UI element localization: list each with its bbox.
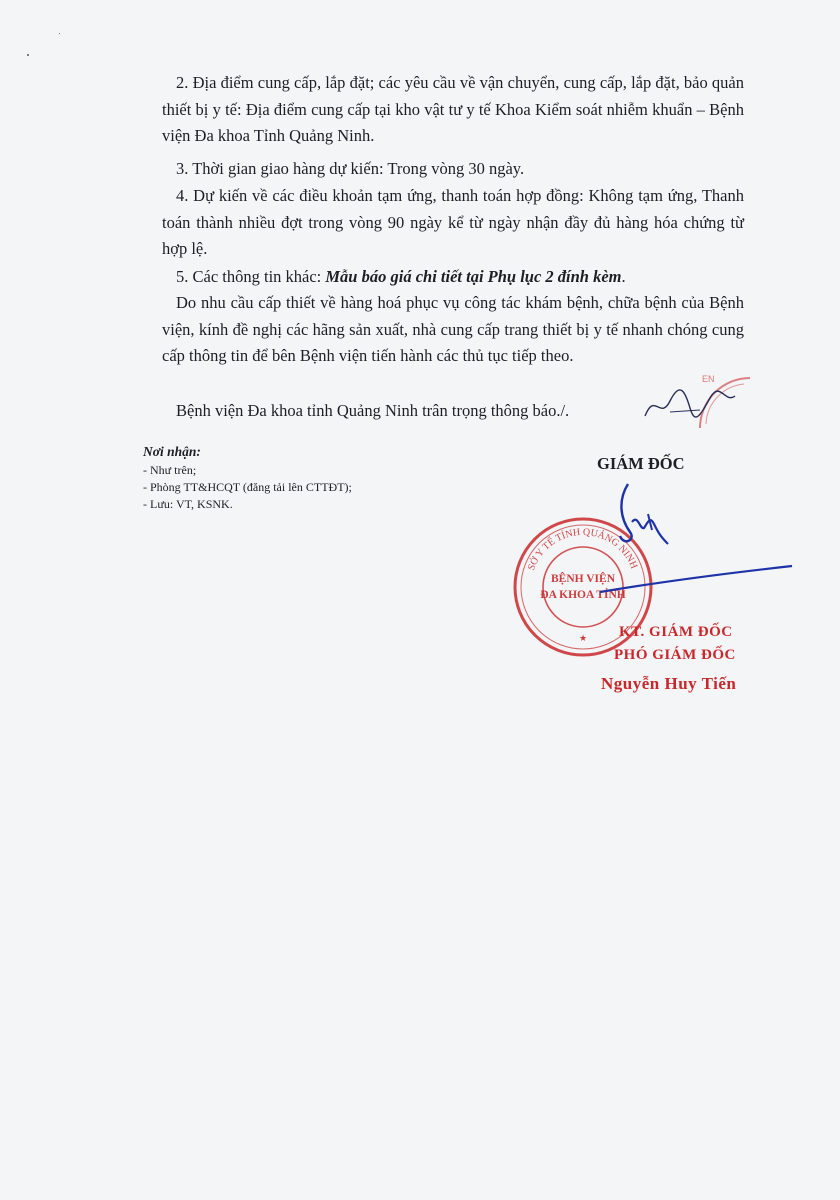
other-info-suffix: . [621, 267, 626, 286]
svg-text:★: ★ [578, 633, 588, 643]
scan-speck [59, 33, 60, 34]
director-title: GIÁM ĐỐC [597, 454, 685, 473]
other-info-prefix: 5. Các thông tin khác: [176, 267, 326, 286]
deputy-title: PHÓ GIÁM ĐỐC [614, 647, 736, 663]
recipients-heading: Nơi nhận: [143, 444, 201, 459]
paragraph-delivery-location: 2. Địa điểm cung cấp, lắp đặt; các yêu cầu về vận chuyển, cung cấp, lắp đặt, bảo quản thiết bị y tế: Địa điểm cung cấp tại kho vật tư y tế Khoa Kiểm soát nhiễm khuẩn – Bệnh viện Đa khoa Tỉnh Quảng Ninh. [162, 73, 744, 146]
deputy-line: KT. GIÁM ĐỐC [619, 624, 733, 640]
recipient-item: - Phòng TT&HCQT (đăng tải lên CTTĐT); [143, 480, 352, 494]
other-info-emphasis: Mẫu báo giá chi tiết tại Phụ lục 2 đính kèm [325, 267, 622, 286]
seal-ring-text: SỞ Y TẾ TỈNH QUẢNG NINH [526, 526, 640, 572]
seal-inner-line-1: BỆNH VIỆN [550, 573, 616, 585]
paragraph-request: Do nhu cầu cấp thiết về hàng hoá phục vụ công tác khám bệnh, chữa bệnh của Bệnh viện, kính đề nghị các hãng sản xuất, nhà cung cấp trang thiết bị y tế nhanh chóng cung cấp thông tin để bên Bệnh viện tiến hành các thủ tục tiếp theo. [162, 293, 744, 366]
initials-signature [640, 386, 750, 426]
director-signature [540, 470, 810, 620]
recipient-item: - Như trên; [143, 463, 197, 477]
scan-speck [27, 54, 29, 56]
signer-name: Nguyễn Huy Tiến [601, 674, 737, 693]
recipient-item: - Lưu: VT, KSNK. [143, 497, 233, 511]
paragraph-payment-terms: 4. Dự kiến về các điều khoản tạm ứng, thanh toán hợp đồng: Không tạm ứng, Thanh toán thành nhiều đợt trong vòng 90 ngày kể từ ngày nhận đầy đủ hàng hóa chứng từ hợp lệ. [162, 186, 744, 259]
seal-inner-line-2: ĐA KHOA TỈNH [540, 589, 626, 601]
paragraph-other-info [162, 264, 744, 291]
paragraph-closing: Bệnh viện Đa khoa tỉnh Quảng Ninh trân trọng thông báo./. [176, 401, 570, 420]
recipients-block [143, 443, 352, 513]
paragraph-delivery-time: 3. Thời gian giao hàng dự kiến: Trong vòng 30 ngày. [176, 159, 525, 178]
svg-text:EN: EN [702, 374, 715, 384]
